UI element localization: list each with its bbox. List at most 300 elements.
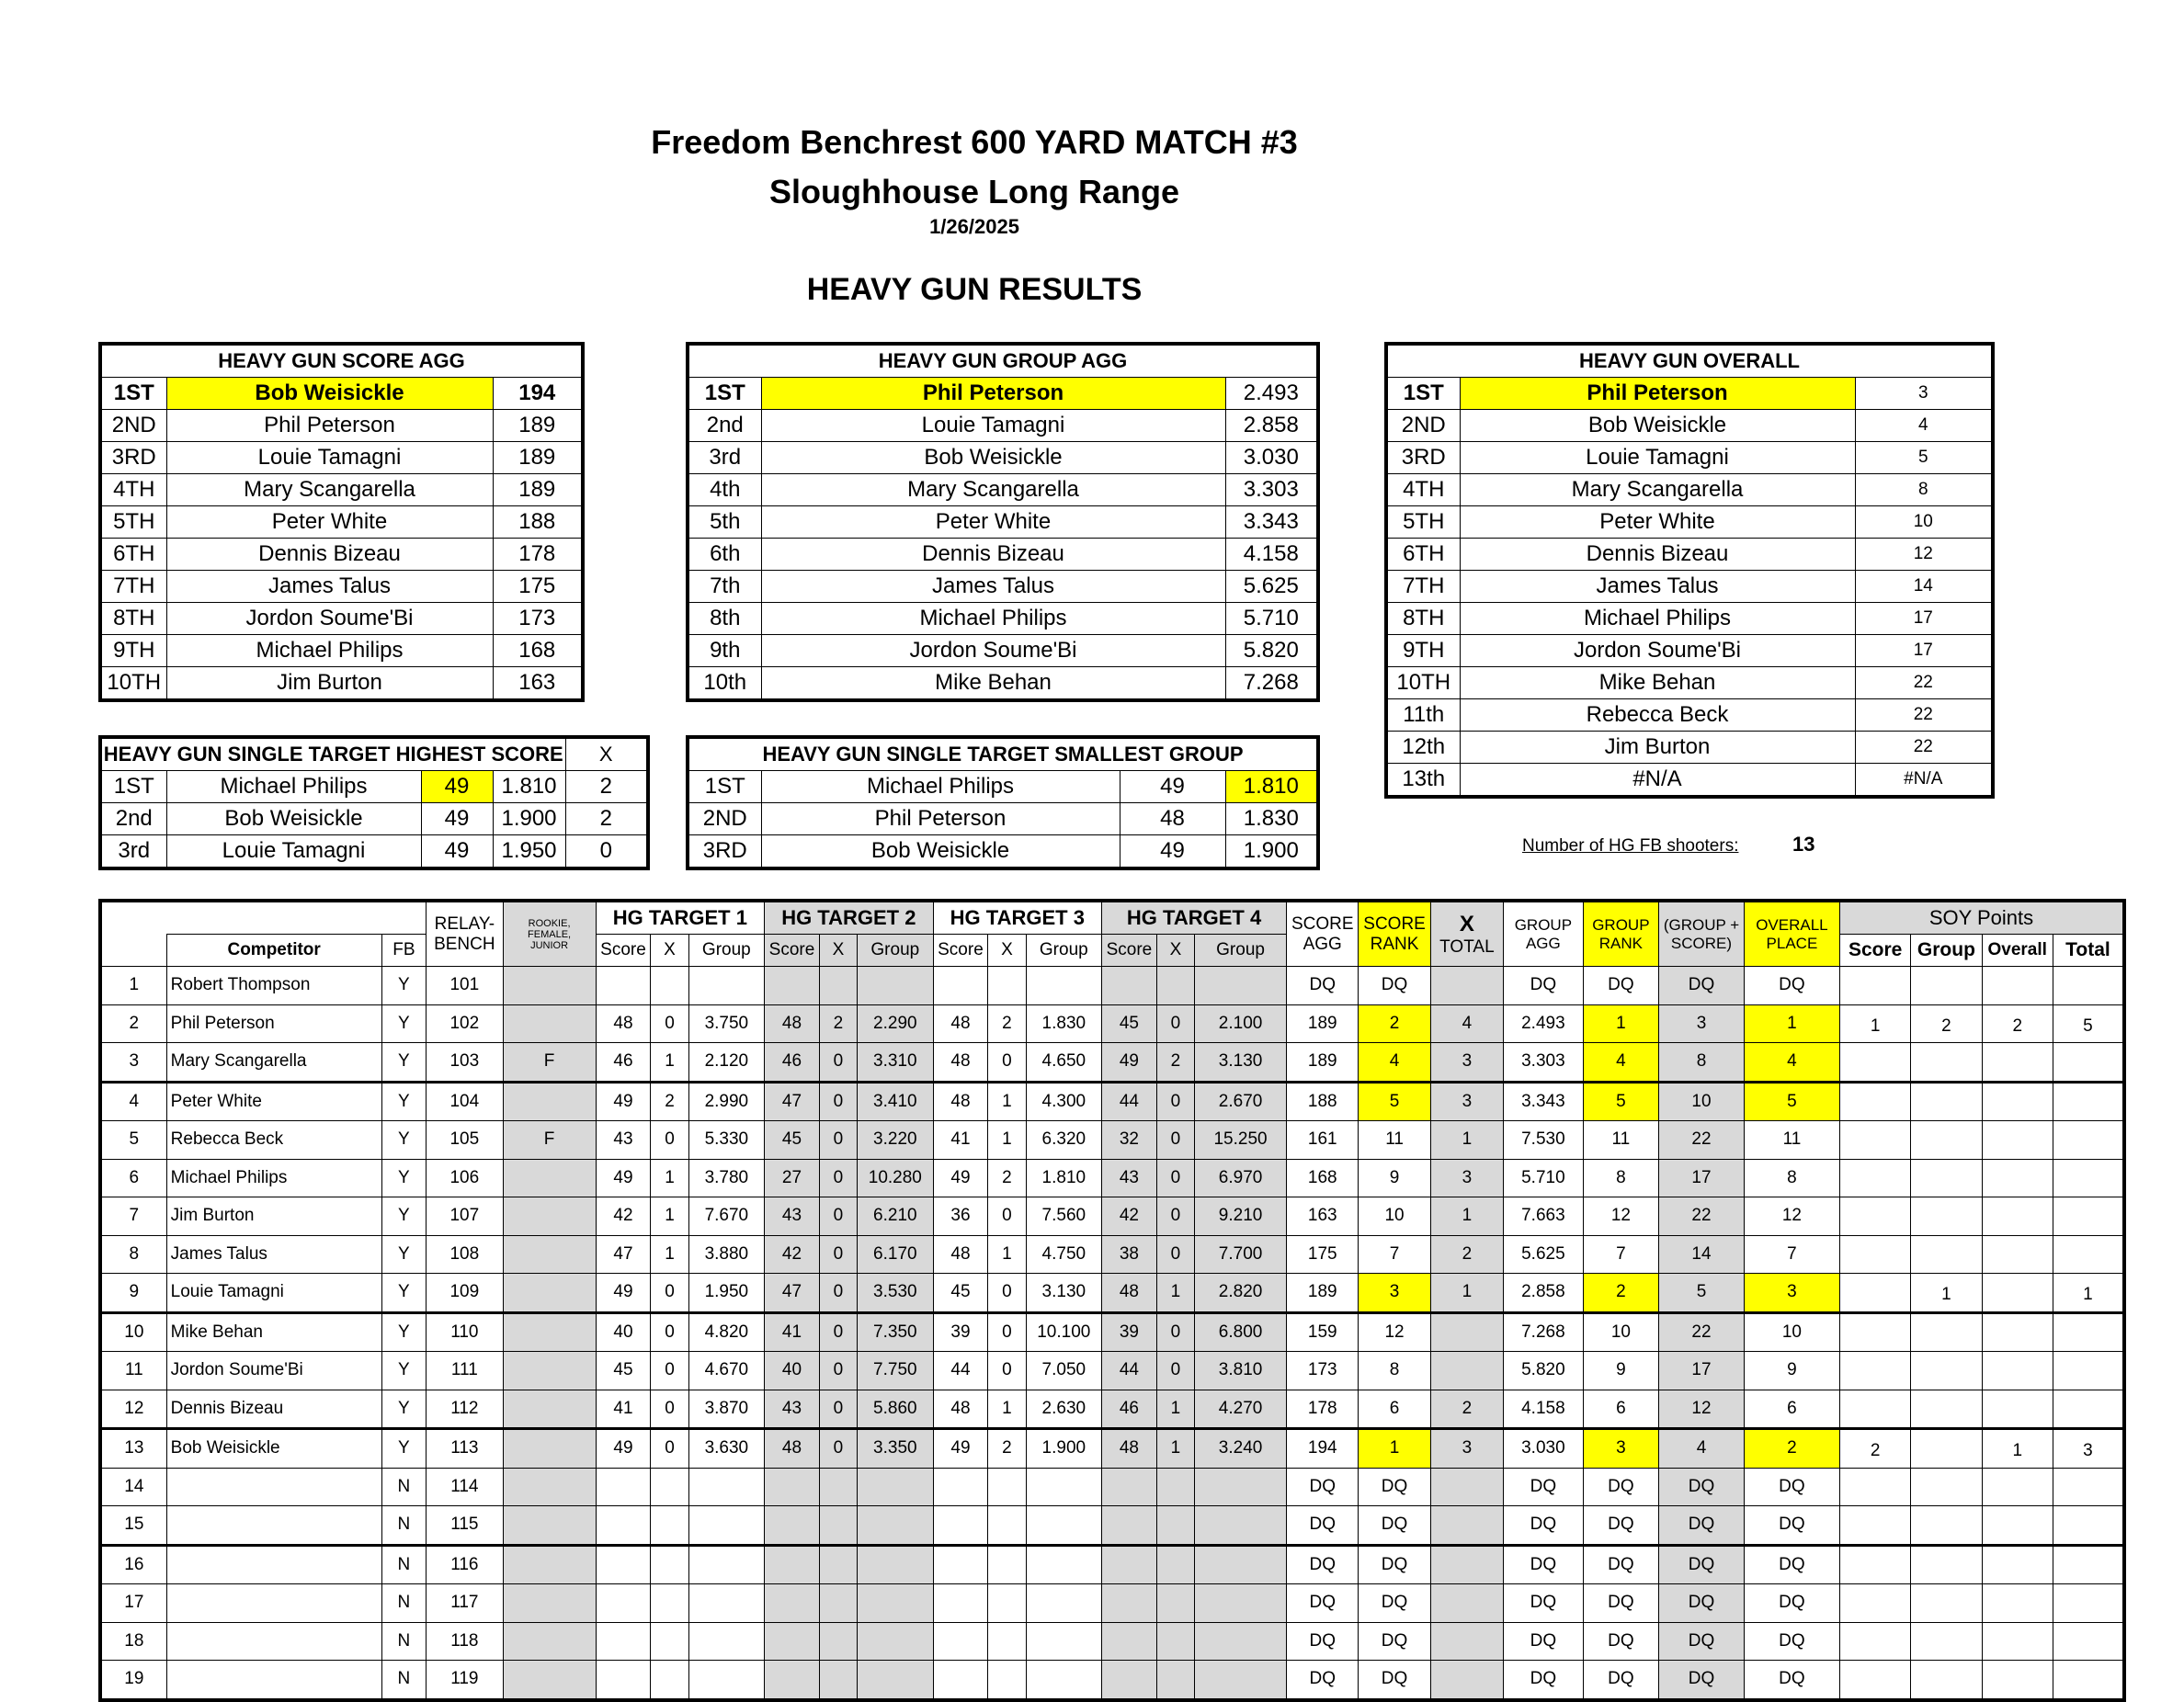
soy-overall-cell: 2 [1982,1004,2053,1043]
soy-total-cell [2053,967,2124,1005]
group-plus-score-cell: DQ [1659,1661,1745,1700]
competitor-cell: Dennis Bizeau [166,1390,381,1429]
overall-name: Mike Behan [1460,667,1855,699]
t2-x-cell: 0 [819,1235,857,1274]
t2-x-cell [819,1584,857,1623]
t3-x-cell: 1 [988,1082,1026,1121]
t2-score-cell: 41 [765,1312,820,1352]
t1-score-cell: 46 [596,1043,651,1083]
table-row [100,1622,2124,1661]
group-plus-score-cell: 12 [1659,1390,1745,1429]
t1-score-cell: 41 [596,1390,651,1429]
score-agg-value: 189 [493,442,583,474]
t4-x-cell [1156,1506,1194,1546]
t1-x-cell [651,1506,688,1546]
score-rank-header: SCORE RANK [1359,901,1430,967]
t2-score-cell: 47 [765,1274,820,1313]
table-row [100,1082,2124,1121]
soy-overall-header: Overall [1982,935,2053,967]
group-agg-value: 5.710 [1225,603,1318,635]
soy-score-cell [1839,1121,1910,1160]
group-rank-cell: 8 [1583,1159,1658,1197]
t3-x-cell: 0 [988,1312,1026,1352]
soy-score-cell [1839,1159,1910,1197]
fb-cell: N [381,1468,426,1506]
competitor-cell [166,1506,381,1546]
group-rank-cell: DQ [1583,1661,1658,1700]
score-agg-value: 189 [493,474,583,506]
t1-group-cell [688,1622,764,1661]
rfj-cell [503,967,596,1005]
group-rank-cell: DQ [1583,1506,1658,1546]
score-agg-name: Phil Peterson [166,410,493,442]
t1-group-header: Group [688,935,764,967]
num-cell: 17 [100,1584,166,1623]
soy-group-cell [1911,1312,1982,1352]
overall-place-cell: 2 [1744,1429,1839,1469]
soy-total-cell: 1 [2053,1274,2124,1313]
x-total-cell [1430,1468,1503,1506]
single-group-table [686,735,1320,870]
group-agg-place: 9th [688,635,761,667]
competitor-results-table [98,899,2126,1702]
rfj-cell [503,1352,596,1390]
competitor-cell [166,1622,381,1661]
group-agg-cell: DQ [1504,1661,1584,1700]
t2-group-cell: 3.410 [858,1082,933,1121]
t4-x-cell [1156,1622,1194,1661]
single-score-group: 1.810 [493,771,565,803]
single-score-name: Louie Tamagni [166,835,421,869]
t2-score-cell: 40 [765,1352,820,1390]
x-total-cell: 3 [1430,1159,1503,1197]
table-row [100,1468,2124,1506]
x-total-cell: 4 [1430,1004,1503,1043]
t3-x-cell [988,967,1026,1005]
overall-name: Jim Burton [1460,732,1855,764]
t3-score-cell: 36 [933,1197,988,1236]
score-agg-place: 2ND [100,410,166,442]
t2-x-header: X [819,935,857,967]
overall-name: #N/A [1460,764,1855,798]
t1-score-cell: 40 [596,1312,651,1352]
soy-overall-cell [1982,967,2053,1005]
t1-score-cell [596,1622,651,1661]
t4-group-cell: 15.250 [1195,1121,1287,1160]
soy-score-header: Score [1839,935,1910,967]
x-total-cell [1430,1506,1503,1546]
t4-score-cell: 38 [1102,1235,1157,1274]
soy-group-cell [1911,1506,1982,1546]
group-agg-place: 5th [688,506,761,539]
t3-group-cell: 3.130 [1026,1274,1101,1313]
t1-group-cell: 3.870 [688,1390,764,1429]
table-row [100,1043,2124,1083]
t2-group-cell: 3.530 [858,1274,933,1313]
competitor-cell: James Talus [166,1235,381,1274]
table-row [100,1121,2124,1160]
table-row [100,1352,2124,1390]
t4-score-cell [1102,967,1157,1005]
overall-row [1386,539,1993,571]
single-score-score: 49 [421,803,493,835]
soy-group-cell [1911,1584,1982,1623]
num-cell: 15 [100,1506,166,1546]
score-rank-cell: DQ [1359,1506,1430,1546]
t4-group-cell [1195,967,1287,1005]
relay-bench-cell: 108 [427,1235,503,1274]
group-agg-name: Jordon Soume'Bi [761,635,1225,667]
group-agg-place: 3rd [688,442,761,474]
group-agg-cell: 3.303 [1504,1043,1584,1083]
t3-score-cell: 39 [933,1312,988,1352]
soy-score-cell [1839,1352,1910,1390]
t1-x-cell: 1 [651,1197,688,1236]
t4-score-cell [1102,1661,1157,1700]
t4-group-cell: 6.800 [1195,1312,1287,1352]
t3-x-cell [988,1661,1026,1700]
fb-cell: Y [381,1197,426,1236]
group-agg-cell: 5.710 [1504,1159,1584,1197]
t2-x-cell: 0 [819,1274,857,1313]
t1-x-header: X [651,935,688,967]
overall-name: Peter White [1460,506,1855,539]
soy-overall-cell [1982,1468,2053,1506]
group-agg-value: 3.303 [1225,474,1318,506]
score-agg-cell: DQ [1287,1584,1359,1623]
group-rank-cell: 1 [1583,1004,1658,1043]
t1-group-cell: 3.750 [688,1004,764,1043]
overall-value: 3 [1855,378,1993,410]
score-agg-cell: DQ [1287,1506,1359,1546]
competitor-cell: Phil Peterson [166,1004,381,1043]
t1-x-cell: 0 [651,1390,688,1429]
score-agg-place: 3RD [100,442,166,474]
score-agg-name: Dennis Bizeau [166,539,493,571]
group-agg-value: 2.858 [1225,410,1318,442]
group-plus-score-cell: 4 [1659,1429,1745,1469]
single-group-score: 48 [1120,803,1225,835]
score-agg-cell: 189 [1287,1274,1359,1313]
single-group-group: 1.830 [1225,803,1318,835]
t1-x-cell: 1 [651,1235,688,1274]
overall-place-cell: 10 [1744,1312,1839,1352]
score-rank-cell: 6 [1359,1390,1430,1429]
score-agg-row [100,571,583,603]
group-agg-name: Peter White [761,506,1225,539]
score-rank-cell: 9 [1359,1159,1430,1197]
score-agg-cell: 194 [1287,1429,1359,1469]
single-score-name: Bob Weisickle [166,803,421,835]
overall-name: Michael Philips [1460,603,1855,635]
soy-group-cell [1911,1468,1982,1506]
rfj-cell [503,1429,596,1469]
t1-score-cell [596,1545,651,1584]
soy-group-cell [1911,1622,1982,1661]
rfj-cell [503,1545,596,1584]
overall-place: 12th [1386,732,1460,764]
competitor-cell: Bob Weisickle [166,1429,381,1469]
soy-score-cell [1839,1197,1910,1236]
group-rank-cell: 12 [1583,1197,1658,1236]
competitor-cell [166,1584,381,1623]
soy-total-cell [2053,1468,2124,1506]
single-score-place: 1ST [100,771,166,803]
group-agg-place: 10th [688,667,761,701]
overall-value: 17 [1855,635,1993,667]
soy-score-cell [1839,1235,1910,1274]
t2-score-cell: 43 [765,1197,820,1236]
soy-overall-cell [1982,1661,2053,1700]
group-plus-score-cell: DQ [1659,1506,1745,1546]
t4-x-cell: 0 [1156,1004,1194,1043]
group-agg-row [688,603,1318,635]
group-plus-score-header: (GROUP + SCORE) [1659,901,1745,967]
relay-bench-cell: 114 [427,1468,503,1506]
fb-cell: Y [381,1429,426,1469]
group-plus-score-cell: 22 [1659,1121,1745,1160]
section-title: HEAVY GUN RESULTS [806,272,1143,307]
t3-score-cell: 48 [933,1043,988,1083]
t3-group-cell: 10.100 [1026,1312,1101,1352]
soy-score-cell [1839,1584,1910,1623]
group-agg-cell: DQ [1504,1584,1584,1623]
single-group-title: HEAVY GUN SINGLE TARGET SMALLEST GROUP [688,737,1318,771]
t2-x-cell: 0 [819,1429,857,1469]
t1-score-cell: 49 [596,1429,651,1469]
group-agg-row [688,667,1318,701]
score-agg-row [100,539,583,571]
relay-bench-cell: 119 [427,1661,503,1700]
overall-name: Mary Scangarella [1460,474,1855,506]
overall-name: James Talus [1460,571,1855,603]
score-agg-place: 9TH [100,635,166,667]
group-agg-value: 3.030 [1225,442,1318,474]
overall-value: 14 [1855,571,1993,603]
t2-group-cell [858,1506,933,1546]
overall-place: 7TH [1386,571,1460,603]
t1-score-cell [596,1584,651,1623]
t3-score-cell: 41 [933,1121,988,1160]
overall-place-cell: DQ [1744,1545,1839,1584]
x-total-cell: 3 [1430,1429,1503,1469]
overall-value: 8 [1855,474,1993,506]
rfj-cell: F [503,1121,596,1160]
t2-group-cell [858,1661,933,1700]
t4-x-cell [1156,1468,1194,1506]
overall-place-cell: 12 [1744,1197,1839,1236]
target-3-header: HG TARGET 3 [933,901,1101,935]
group-plus-score-cell: 17 [1659,1159,1745,1197]
relay-bench-cell: 102 [427,1004,503,1043]
t1-group-cell: 4.670 [688,1352,764,1390]
t2-x-cell [819,967,857,1005]
t3-score-cell: 48 [933,1004,988,1043]
competitor-cell [166,1468,381,1506]
t2-score-cell [765,1468,820,1506]
score-rank-cell: DQ [1359,1622,1430,1661]
group-agg-cell: DQ [1504,967,1584,1005]
single-score-score: 49 [421,771,493,803]
x-total-cell [1430,967,1503,1005]
table-row [100,1661,2124,1700]
single-score-group: 1.900 [493,803,565,835]
group-agg-table [686,342,1320,702]
group-agg-place: 8th [688,603,761,635]
group-rank-cell: 6 [1583,1390,1658,1429]
t4-group-cell: 9.210 [1195,1197,1287,1236]
score-agg-cell: 173 [1287,1352,1359,1390]
t4-group-header: Group [1195,935,1287,967]
relay-bench-cell: 118 [427,1622,503,1661]
group-agg-cell: 4.158 [1504,1390,1584,1429]
soy-group-cell [1911,1545,1982,1584]
target-4-header: HG TARGET 4 [1102,901,1287,935]
overall-place: 2ND [1386,410,1460,442]
x-total-cell [1430,1622,1503,1661]
rfj-cell [503,1622,596,1661]
score-agg-cell: 189 [1287,1004,1359,1043]
overall-place-cell: 6 [1744,1390,1839,1429]
group-rank-cell: DQ [1583,1468,1658,1506]
target-1-header: HG TARGET 1 [596,901,764,935]
soy-total-cell [2053,1121,2124,1160]
x-total-cell [1430,1545,1503,1584]
soy-total-cell [2053,1235,2124,1274]
t3-group-cell: 7.560 [1026,1197,1101,1236]
num-cell: 2 [100,1004,166,1043]
soy-score-cell [1839,1622,1910,1661]
t3-x-cell: 0 [988,1197,1026,1236]
soy-total-header: Total [2053,935,2124,967]
t1-x-cell: 0 [651,1312,688,1352]
relay-bench-cell: 113 [427,1429,503,1469]
group-rank-header: GROUP RANK [1583,901,1658,967]
x-total-cell: 1 [1430,1197,1503,1236]
x-total-cell: 2 [1430,1390,1503,1429]
page-subtitle: Sloughhouse Long Range [769,173,1179,210]
score-agg-place: 8TH [100,603,166,635]
score-rank-cell: 10 [1359,1197,1430,1236]
t4-x-cell: 0 [1156,1197,1194,1236]
group-rank-cell: DQ [1583,1545,1658,1584]
group-agg-cell: 3.343 [1504,1082,1584,1121]
t2-group-cell [858,1622,933,1661]
soy-total-cell [2053,1159,2124,1197]
t2-x-cell: 0 [819,1121,857,1160]
fb-cell: N [381,1506,426,1546]
t1-x-cell: 2 [651,1082,688,1121]
t4-group-cell [1195,1545,1287,1584]
soy-overall-cell [1982,1235,2053,1274]
single-score-row [100,835,648,869]
t4-x-cell: 0 [1156,1235,1194,1274]
group-agg-name: James Talus [761,571,1225,603]
rookie-female-junior-header: ROOKIE, FEMALE, JUNIOR [503,901,596,967]
t3-score-cell: 49 [933,1429,988,1469]
score-rank-cell: 8 [1359,1352,1430,1390]
overall-place-cell: DQ [1744,1622,1839,1661]
t2-group-header: Group [858,935,933,967]
t3-group-cell [1026,967,1101,1005]
soy-total-cell: 5 [2053,1004,2124,1043]
t1-group-cell: 7.670 [688,1197,764,1236]
overall-place: 11th [1386,699,1460,732]
group-rank-cell: 9 [1583,1352,1658,1390]
x-total-cell [1430,1352,1503,1390]
fb-cell: Y [381,1235,426,1274]
t1-score-cell: 43 [596,1121,651,1160]
t3-x-cell [988,1468,1026,1506]
soy-score-cell [1839,1312,1910,1352]
score-agg-cell: 159 [1287,1312,1359,1352]
soy-total-cell [2053,1545,2124,1584]
t3-x-cell [988,1506,1026,1546]
t1-x-cell [651,1545,688,1584]
t1-group-cell: 2.990 [688,1082,764,1121]
relay-bench-cell: 103 [427,1043,503,1083]
soy-overall-cell [1982,1506,2053,1546]
t4-group-cell [1195,1468,1287,1506]
t3-x-cell [988,1545,1026,1584]
t1-score-cell: 49 [596,1274,651,1313]
soy-overall-cell [1982,1159,2053,1197]
t2-x-cell [819,1622,857,1661]
soy-group-header: Group [1911,935,1982,967]
soy-total-cell [2053,1661,2124,1700]
score-agg-row [100,635,583,667]
t3-group-cell: 4.300 [1026,1082,1101,1121]
overall-value: 22 [1855,732,1993,764]
table-row [100,967,2124,1005]
overall-name: Louie Tamagni [1460,442,1855,474]
table-row [100,1312,2124,1352]
t3-group-cell [1026,1661,1101,1700]
relay-bench-cell: 117 [427,1584,503,1623]
score-agg-row [100,506,583,539]
group-agg-row [688,506,1318,539]
soy-total-cell [2053,1390,2124,1429]
t3-group-cell: 6.320 [1026,1121,1101,1160]
single-group-place: 3RD [688,835,761,869]
group-plus-score-cell: 5 [1659,1274,1745,1313]
t3-x-cell [988,1622,1026,1661]
competitor-cell: Peter White [166,1082,381,1121]
t1-score-cell: 48 [596,1004,651,1043]
t3-x-cell: 2 [988,1429,1026,1469]
soy-overall-cell [1982,1043,2053,1083]
group-agg-name: Bob Weisickle [761,442,1225,474]
num-cell: 16 [100,1545,166,1584]
num-cell: 1 [100,967,166,1005]
t4-score-cell [1102,1584,1157,1623]
num-cell: 8 [100,1235,166,1274]
score-agg-cell: DQ [1287,1468,1359,1506]
group-plus-score-cell: 10 [1659,1082,1745,1121]
score-agg-place: 6TH [100,539,166,571]
num-cell: 3 [100,1043,166,1083]
t3-score-cell [933,967,988,1005]
t3-score-cell [933,1622,988,1661]
group-agg-value: 7.268 [1225,667,1318,701]
fb-cell: Y [381,1352,426,1390]
rfj-cell [503,1274,596,1313]
t4-score-cell [1102,1545,1157,1584]
t1-score-cell [596,1506,651,1546]
t3-group-cell: 4.650 [1026,1043,1101,1083]
table-row [100,1584,2124,1623]
fb-header: FB [381,935,426,967]
